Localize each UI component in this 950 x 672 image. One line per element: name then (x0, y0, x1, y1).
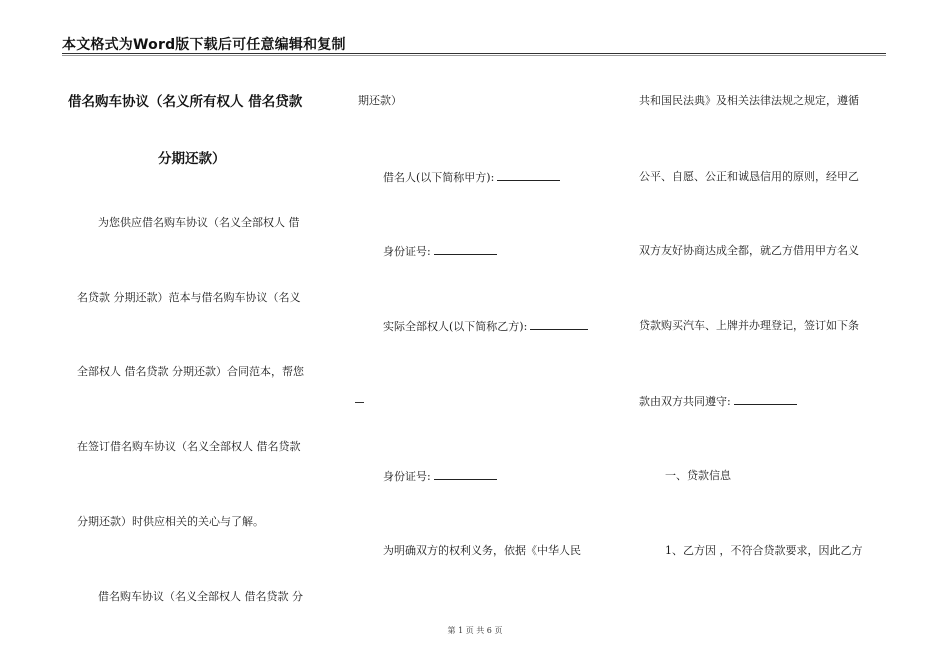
intro-line-1: 为您供应借名购车协议（名义全部权人 借 (98, 216, 300, 229)
preamble-line-6-text: 款由双方共同遵守: (639, 395, 731, 408)
borrower-label: 借名人(以下简称甲方): (383, 171, 495, 184)
preamble-line-6 (639, 394, 797, 409)
preamble-line-5: 贷款购买汽车、上牌并办理登记，签订如下条 (639, 319, 859, 332)
borrower-id-blank (434, 244, 497, 255)
preamble-line-1: 为明确双方的权利义务，依据《中华人民 (383, 544, 581, 557)
header-divider-secondary (62, 55, 886, 56)
preamble-line-3: 公平、自愿、公正和诚恳信用的原则，经甲乙 (639, 170, 859, 183)
intro-line-4: 在签订借名购车协议（名义全部权人 借名贷款 (77, 440, 301, 453)
borrower-id-field (383, 244, 497, 259)
clause-1-line-1: 1、乙方因 ，不符合贷款要求，因此乙方 (665, 544, 863, 557)
preamble-line-2: 共和国民法典》及相关法律法规之规定，遵循 (639, 94, 859, 107)
intro-line-3: 全部权人 借名贷款 分期还款）合同范本，帮您 (77, 365, 304, 378)
agreement-title-repeat: 借名购车协议（名义全部权人 借名贷款 分 (98, 590, 303, 603)
section-heading-loan-info: 一、贷款信息 (665, 469, 731, 482)
col2-continuation: 期还款） (358, 94, 402, 107)
preamble-line-4: 双方友好协商达成全都，就乙方借用甲方名义 (639, 244, 859, 257)
owner-id-blank (434, 469, 497, 480)
agreement-title-line-2: 分期还款） (158, 151, 226, 167)
intro-line-5: 分期还款）时供应相关的关心与了解。 (77, 515, 264, 528)
borrower-field (383, 170, 560, 185)
owner-field (383, 319, 588, 334)
owner-id-field (383, 469, 497, 484)
intro-line-2: 名贷款 分期还款）范本与借名购车协议（名义 (77, 291, 301, 304)
owner-blank (530, 319, 588, 330)
agreement-title-line-1: 借名购车协议（名义所有权人 借名贷款 (68, 94, 303, 110)
owner-label: 实际全部权人(以下简称乙方): (383, 320, 528, 333)
header-divider (62, 53, 886, 54)
preamble-blank (734, 394, 797, 405)
page-number-footer: 第 1 页 共 6 页 (447, 626, 503, 635)
document-header-title: 本文格式为Word版下载后可任意编辑和复制 (62, 37, 346, 53)
borrower-blank (497, 170, 560, 181)
owner-blank-overflow (355, 402, 364, 403)
owner-id-label: 身份证号: (383, 470, 431, 483)
borrower-id-label: 身份证号: (383, 245, 431, 258)
